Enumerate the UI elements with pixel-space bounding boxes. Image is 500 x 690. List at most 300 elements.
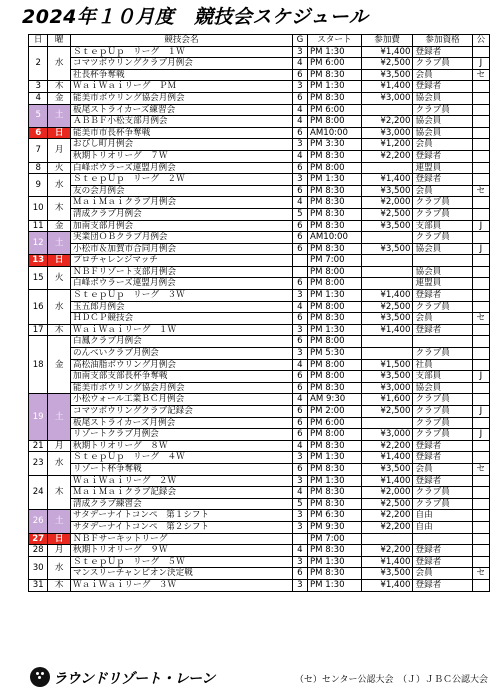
cell-eligibility — [413, 533, 472, 545]
cell-fee: ¥3,500 — [361, 243, 413, 255]
cell-games: 6 — [292, 278, 307, 290]
cell-eligibility: クラブ員 — [413, 232, 472, 244]
cell-games: 3 — [292, 46, 307, 58]
cell-eligibility: 登録者 — [413, 579, 472, 591]
cell-start: PM 8:30 — [307, 463, 361, 475]
cell-fee — [361, 266, 413, 278]
cell-eligibility: 登録者 — [413, 556, 472, 568]
cell-event-name: コマツボウリングクラブ記録会 — [70, 406, 292, 418]
cell-start: PM 8:30 — [307, 568, 361, 580]
cell-official — [472, 208, 489, 220]
cell-start: PM 8:00 — [307, 266, 361, 278]
cell-eligibility: クラブ員 — [413, 487, 472, 499]
cell-event-name: ＷａｉＷａｉリーグ １Ｗ — [70, 324, 292, 336]
cell-fee — [361, 417, 413, 429]
cell-fee: ¥1,400 — [361, 174, 413, 186]
cell-fee: ¥3,500 — [361, 371, 413, 383]
cell-start: PM 8:30 — [307, 498, 361, 510]
cell-official — [472, 104, 489, 116]
header-start: スタート — [307, 35, 361, 47]
cell-official — [472, 324, 489, 336]
cell-event-name: 秋期トリオリーグ ８Ｗ — [70, 440, 292, 452]
cell-eligibility: 連盟員 — [413, 162, 472, 174]
cell-start: PM 8:00 — [307, 116, 361, 128]
table-row — [29, 568, 490, 580]
cell-event-name: ＳｔｅｐＵｐ リーグ ２Ｗ — [70, 174, 292, 186]
cell-start: PM 8:30 — [307, 382, 361, 394]
brand-name: ラウンドリゾート・レーン — [53, 671, 215, 687]
cell-eligibility: 登録者 — [413, 452, 472, 464]
table-row — [29, 313, 490, 325]
cell-games: 4 — [292, 545, 307, 557]
cell-date: 5 — [29, 104, 48, 127]
cell-weekday: 土 — [48, 104, 71, 127]
cell-date: 2 — [29, 46, 48, 81]
cell-eligibility: 登録者 — [413, 440, 472, 452]
cell-start: PM 6:30 — [307, 510, 361, 522]
table-row — [29, 243, 490, 255]
table-row — [29, 498, 490, 510]
header-fee: 参加費 — [361, 35, 413, 47]
cell-official: J — [472, 58, 489, 70]
cell-fee: ¥2,200 — [361, 510, 413, 522]
cell-fee: ¥1,400 — [361, 324, 413, 336]
header-eligibility: 参加資格 — [413, 35, 472, 47]
cell-event-name: ＷａｉＷａｉリーグ ＰＭ — [70, 81, 292, 93]
cell-weekday: 水 — [48, 452, 71, 475]
table-row — [29, 290, 490, 302]
cell-eligibility: クラブ員 — [413, 348, 472, 360]
cell-official: J — [472, 406, 489, 418]
cell-date: 17 — [29, 324, 48, 336]
cell-eligibility — [413, 336, 472, 348]
cell-official — [472, 139, 489, 151]
cell-official — [472, 521, 489, 533]
cell-fee — [361, 104, 413, 116]
table-row — [29, 417, 490, 429]
cell-start: AM 9:30 — [307, 394, 361, 406]
brand-logo — [30, 666, 215, 688]
cell-event-name: 能美市ボウリング協会月例会 — [70, 92, 292, 104]
table-row — [29, 463, 490, 475]
table-row — [29, 232, 490, 244]
cell-weekday: 木 — [48, 475, 71, 510]
table-row — [29, 556, 490, 568]
cell-event-name: ＷａｉＷａｉリーグ ２Ｗ — [70, 475, 292, 487]
cell-games: 3 — [292, 139, 307, 151]
cell-event-name: 秋期トリオリーグ ９Ｗ — [70, 545, 292, 557]
cell-weekday: 木 — [48, 197, 71, 220]
cell-official — [472, 266, 489, 278]
cell-official — [472, 197, 489, 209]
cell-weekday: 水 — [48, 174, 71, 197]
cell-eligibility: クラブ員 — [413, 417, 472, 429]
cell-event-name: ＮＢＦリゾート支部月例会 — [70, 266, 292, 278]
cell-games: 5 — [292, 498, 307, 510]
cell-official — [472, 394, 489, 406]
table-row — [29, 429, 490, 441]
cell-event-name: 友の会月例会 — [70, 185, 292, 197]
cell-start: PM 8:00 — [307, 429, 361, 441]
cell-games: 3 — [292, 452, 307, 464]
cell-weekday: 木 — [48, 324, 71, 336]
cell-fee: ¥3,500 — [361, 220, 413, 232]
cell-event-name: 実業団ＯＢクラブ月例会 — [70, 232, 292, 244]
cell-official — [472, 440, 489, 452]
cell-start: PM 8:30 — [307, 197, 361, 209]
cell-eligibility: 登録者 — [413, 290, 472, 302]
cell-event-name: 加南支部支部長杯争奪戦 — [70, 371, 292, 383]
table-row — [29, 208, 490, 220]
cell-games: 3 — [292, 81, 307, 93]
cell-fee: ¥3,500 — [361, 463, 413, 475]
cell-games: 3 — [292, 348, 307, 360]
table-row — [29, 197, 490, 209]
cell-event-name: リゾートクラブ月例会 — [70, 429, 292, 441]
cell-event-name: ＳｔｅｐＵｐ リーグ ５Ｗ — [70, 556, 292, 568]
cell-weekday: 金 — [48, 92, 71, 104]
cell-games: 6 — [292, 371, 307, 383]
bowling-ball-icon — [30, 667, 50, 687]
cell-fee: ¥1,400 — [361, 452, 413, 464]
table-row — [29, 116, 490, 128]
cell-official — [472, 46, 489, 58]
cell-event-name: マンスリーチャンピオン決定戦 — [70, 568, 292, 580]
cell-games: 4 — [292, 150, 307, 162]
cell-eligibility: 登録者 — [413, 46, 472, 58]
cell-eligibility — [413, 255, 472, 267]
cell-start: PM 8:00 — [307, 278, 361, 290]
cell-event-name: 白峰ボウラーズ連盟月例会 — [70, 278, 292, 290]
cell-official: J — [472, 429, 489, 441]
cell-games: 4 — [292, 301, 307, 313]
cell-date: 7 — [29, 139, 48, 162]
cell-official — [472, 475, 489, 487]
cell-eligibility: クラブ員 — [413, 208, 472, 220]
cell-eligibility: クラブ員 — [413, 429, 472, 441]
cell-eligibility: 協会員 — [413, 92, 472, 104]
cell-start: PM 8:30 — [307, 220, 361, 232]
cell-games: 6 — [292, 220, 307, 232]
cell-fee: ¥2,200 — [361, 116, 413, 128]
table-row — [29, 127, 490, 139]
cell-event-name: 板尾ストライカーズ月例会 — [70, 417, 292, 429]
cell-weekday: 月 — [48, 440, 71, 452]
cell-eligibility: 会員 — [413, 185, 472, 197]
cell-start: PM 8:30 — [307, 208, 361, 220]
cell-start: PM 8:00 — [307, 359, 361, 371]
cell-event-name: リゾート杯争奪戦 — [70, 463, 292, 475]
cell-start: PM 1:30 — [307, 452, 361, 464]
cell-start: PM 5:30 — [307, 348, 361, 360]
cell-event-name: ＳｔｅｐＵｐ リーグ ４Ｗ — [70, 452, 292, 464]
cell-eligibility: 会員 — [413, 463, 472, 475]
cell-start: PM 2:00 — [307, 406, 361, 418]
header-event-name: 競技会名 — [70, 35, 292, 47]
cell-fee: ¥1,500 — [361, 359, 413, 371]
cell-official: J — [472, 220, 489, 232]
cell-start: PM 1:30 — [307, 324, 361, 336]
cell-start: PM 6:00 — [307, 417, 361, 429]
table-row — [29, 174, 490, 186]
cell-date: 4 — [29, 92, 48, 104]
cell-start: PM 7:00 — [307, 255, 361, 267]
cell-official — [472, 382, 489, 394]
cell-eligibility: 協会員 — [413, 127, 472, 139]
cell-official: セ — [472, 463, 489, 475]
table-row — [29, 371, 490, 383]
cell-games: 4 — [292, 104, 307, 116]
cell-eligibility: 協会員 — [413, 266, 472, 278]
cell-date: 8 — [29, 162, 48, 174]
cell-date: 6 — [29, 127, 48, 139]
cell-weekday: 日 — [48, 255, 71, 267]
cell-event-name: 板尾ストライカーズ練習会 — [70, 104, 292, 116]
table-row — [29, 579, 490, 591]
cell-start: PM 8:30 — [307, 243, 361, 255]
cell-games: 3 — [292, 174, 307, 186]
cell-eligibility: クラブ員 — [413, 197, 472, 209]
cell-games: 4 — [292, 487, 307, 499]
cell-eligibility: 登録者 — [413, 545, 472, 557]
cell-start: PM 8:30 — [307, 185, 361, 197]
table-row — [29, 487, 490, 499]
cell-event-name: 加南支部月例会 — [70, 220, 292, 232]
cell-games: 6 — [292, 429, 307, 441]
cell-games: 6 — [292, 417, 307, 429]
cell-fee: ¥2,500 — [361, 498, 413, 510]
cell-official: J — [472, 371, 489, 383]
cell-fee — [361, 278, 413, 290]
cell-start: PM 8:30 — [307, 69, 361, 81]
cell-date: 24 — [29, 475, 48, 510]
cell-fee: ¥2,500 — [361, 406, 413, 418]
cell-start: AM10:00 — [307, 232, 361, 244]
cell-date: 3 — [29, 81, 48, 93]
cell-event-name: ＳｔｅｐＵｐ リーグ １Ｗ — [70, 46, 292, 58]
cell-fee — [361, 232, 413, 244]
table-row — [29, 162, 490, 174]
table-row — [29, 324, 490, 336]
cell-official: セ — [472, 568, 489, 580]
cell-games — [292, 255, 307, 267]
cell-eligibility: 協会員 — [413, 382, 472, 394]
cell-eligibility: クラブ員 — [413, 301, 472, 313]
table-row — [29, 69, 490, 81]
table-row — [29, 278, 490, 290]
cell-eligibility: 会員 — [413, 568, 472, 580]
cell-fee: ¥1,400 — [361, 81, 413, 93]
cell-eligibility: クラブ員 — [413, 104, 472, 116]
table-row — [29, 150, 490, 162]
cell-event-name: ＳｔｅｐＵｐ リーグ ３Ｗ — [70, 290, 292, 302]
cell-official: J — [472, 243, 489, 255]
cell-fee: ¥1,600 — [361, 394, 413, 406]
cell-event-name: 清成クラブ練習会 — [70, 498, 292, 510]
cell-games: 3 — [292, 579, 307, 591]
cell-games: 4 — [292, 197, 307, 209]
cell-official — [472, 174, 489, 186]
cell-fee: ¥3,000 — [361, 382, 413, 394]
table-row — [29, 382, 490, 394]
cell-start: PM 8:00 — [307, 336, 361, 348]
cell-date: 31 — [29, 579, 48, 591]
cell-date: 12 — [29, 232, 48, 255]
cell-date: 11 — [29, 220, 48, 232]
cell-eligibility: 登録者 — [413, 150, 472, 162]
cell-date: 27 — [29, 533, 48, 545]
cell-games: 6 — [292, 568, 307, 580]
cell-games: 4 — [292, 116, 307, 128]
cell-event-name: 玉五郎月例会 — [70, 301, 292, 313]
cell-fee: ¥2,000 — [361, 197, 413, 209]
cell-start: PM 8:30 — [307, 545, 361, 557]
cell-official — [472, 556, 489, 568]
cell-event-name: 小松ウォール工業ＢＣ月例会 — [70, 394, 292, 406]
header-date: 日 — [29, 35, 48, 47]
cell-official — [472, 336, 489, 348]
cell-fee: ¥1,200 — [361, 139, 413, 151]
cell-games — [292, 266, 307, 278]
table-row — [29, 406, 490, 418]
cell-start: PM 1:30 — [307, 46, 361, 58]
cell-games: 4 — [292, 58, 307, 70]
cell-official — [472, 452, 489, 464]
table-row — [29, 545, 490, 557]
cell-official: セ — [472, 185, 489, 197]
cell-eligibility: クラブ員 — [413, 406, 472, 418]
cell-eligibility: 登録者 — [413, 81, 472, 93]
cell-event-name: 能美市ボウリング協会月例会 — [70, 382, 292, 394]
page-title: 2024年１０月度 競技会スケジュール — [22, 6, 369, 28]
table-row — [29, 266, 490, 278]
cell-eligibility: 登録者 — [413, 324, 472, 336]
cell-official — [472, 150, 489, 162]
cell-eligibility: 登録者 — [413, 174, 472, 186]
cell-fee: ¥2,500 — [361, 301, 413, 313]
cell-fee: ¥3,500 — [361, 185, 413, 197]
cell-start: PM 1:30 — [307, 174, 361, 186]
cell-official — [472, 116, 489, 128]
cell-eligibility: クラブ員 — [413, 394, 472, 406]
cell-eligibility: 会員 — [413, 313, 472, 325]
table-row — [29, 533, 490, 545]
cell-weekday: 水 — [48, 46, 71, 81]
cell-games: 4 — [292, 440, 307, 452]
cell-event-name: 白峰ボウラーズ連盟月例会 — [70, 162, 292, 174]
cell-event-name: コマツボウリングクラブ月例会 — [70, 58, 292, 70]
cell-eligibility: 自由 — [413, 521, 472, 533]
cell-start: PM 8:00 — [307, 371, 361, 383]
table-row — [29, 510, 490, 522]
cell-eligibility: クラブ員 — [413, 58, 472, 70]
table-row — [29, 440, 490, 452]
cell-start: PM 8:30 — [307, 487, 361, 499]
table-row — [29, 336, 490, 348]
cell-official — [472, 232, 489, 244]
cell-event-name: 高松油脂ボウリング月例会 — [70, 359, 292, 371]
cell-weekday: 金 — [48, 220, 71, 232]
cell-start: AM10:00 — [307, 127, 361, 139]
cell-date: 13 — [29, 255, 48, 267]
cell-official — [472, 92, 489, 104]
cell-start: PM 8:30 — [307, 150, 361, 162]
cell-games: 3 — [292, 324, 307, 336]
cell-fee: ¥1,400 — [361, 579, 413, 591]
cell-games: 3 — [292, 475, 307, 487]
cell-fee: ¥2,200 — [361, 545, 413, 557]
cell-fee: ¥1,400 — [361, 290, 413, 302]
cell-fee: ¥1,400 — [361, 556, 413, 568]
cell-fee — [361, 533, 413, 545]
cell-start: PM 6:00 — [307, 104, 361, 116]
cell-games: 6 — [292, 406, 307, 418]
cell-weekday: 土 — [48, 232, 71, 255]
cell-weekday: 土 — [48, 510, 71, 533]
cell-fee: ¥1,400 — [361, 46, 413, 58]
cell-date: 26 — [29, 510, 48, 533]
cell-fee: ¥2,200 — [361, 440, 413, 452]
cell-start: PM 8:30 — [307, 92, 361, 104]
table-row — [29, 255, 490, 267]
cell-official — [472, 545, 489, 557]
cell-games — [292, 533, 307, 545]
cell-start: PM 8:30 — [307, 440, 361, 452]
cell-games: 6 — [292, 162, 307, 174]
cell-fee — [361, 162, 413, 174]
cell-start: PM 7:00 — [307, 533, 361, 545]
cell-start: PM 1:30 — [307, 475, 361, 487]
cell-eligibility: 協会員 — [413, 116, 472, 128]
cell-fee: ¥2,500 — [361, 208, 413, 220]
cell-fee: ¥3,500 — [361, 568, 413, 580]
cell-official — [472, 510, 489, 522]
cell-event-name: 小松市＆加賀市合同月例会 — [70, 243, 292, 255]
table-row — [29, 81, 490, 93]
cell-official — [472, 255, 489, 267]
cell-date: 18 — [29, 336, 48, 394]
cell-fee: ¥1,400 — [361, 475, 413, 487]
cell-event-name: 秋期トリオリーグ ７Ｗ — [70, 150, 292, 162]
cell-games: 6 — [292, 313, 307, 325]
cell-start: PM 8:30 — [307, 313, 361, 325]
cell-start: PM 8:00 — [307, 301, 361, 313]
cell-games: 6 — [292, 463, 307, 475]
cell-date: 10 — [29, 197, 48, 220]
cell-event-name: のんべいクラブ月例会 — [70, 348, 292, 360]
cell-start: PM 8:00 — [307, 162, 361, 174]
cell-official — [472, 348, 489, 360]
cell-games: 4 — [292, 394, 307, 406]
table-row — [29, 475, 490, 487]
cell-weekday: 土 — [48, 394, 71, 440]
cell-fee: ¥3,000 — [361, 429, 413, 441]
cell-official — [472, 498, 489, 510]
cell-fee — [361, 255, 413, 267]
cell-weekday: 日 — [48, 127, 71, 139]
cell-weekday: 月 — [48, 545, 71, 557]
cell-date: 15 — [29, 266, 48, 289]
cell-official — [472, 359, 489, 371]
cell-event-name: ＨＤＣＰ競技会 — [70, 313, 292, 325]
cell-fee: ¥2,500 — [361, 58, 413, 70]
cell-weekday: 日 — [48, 533, 71, 545]
cell-weekday: 月 — [48, 139, 71, 162]
cell-games: 6 — [292, 185, 307, 197]
cell-weekday: 火 — [48, 162, 71, 174]
cell-official — [472, 162, 489, 174]
cell-games: 4 — [292, 359, 307, 371]
